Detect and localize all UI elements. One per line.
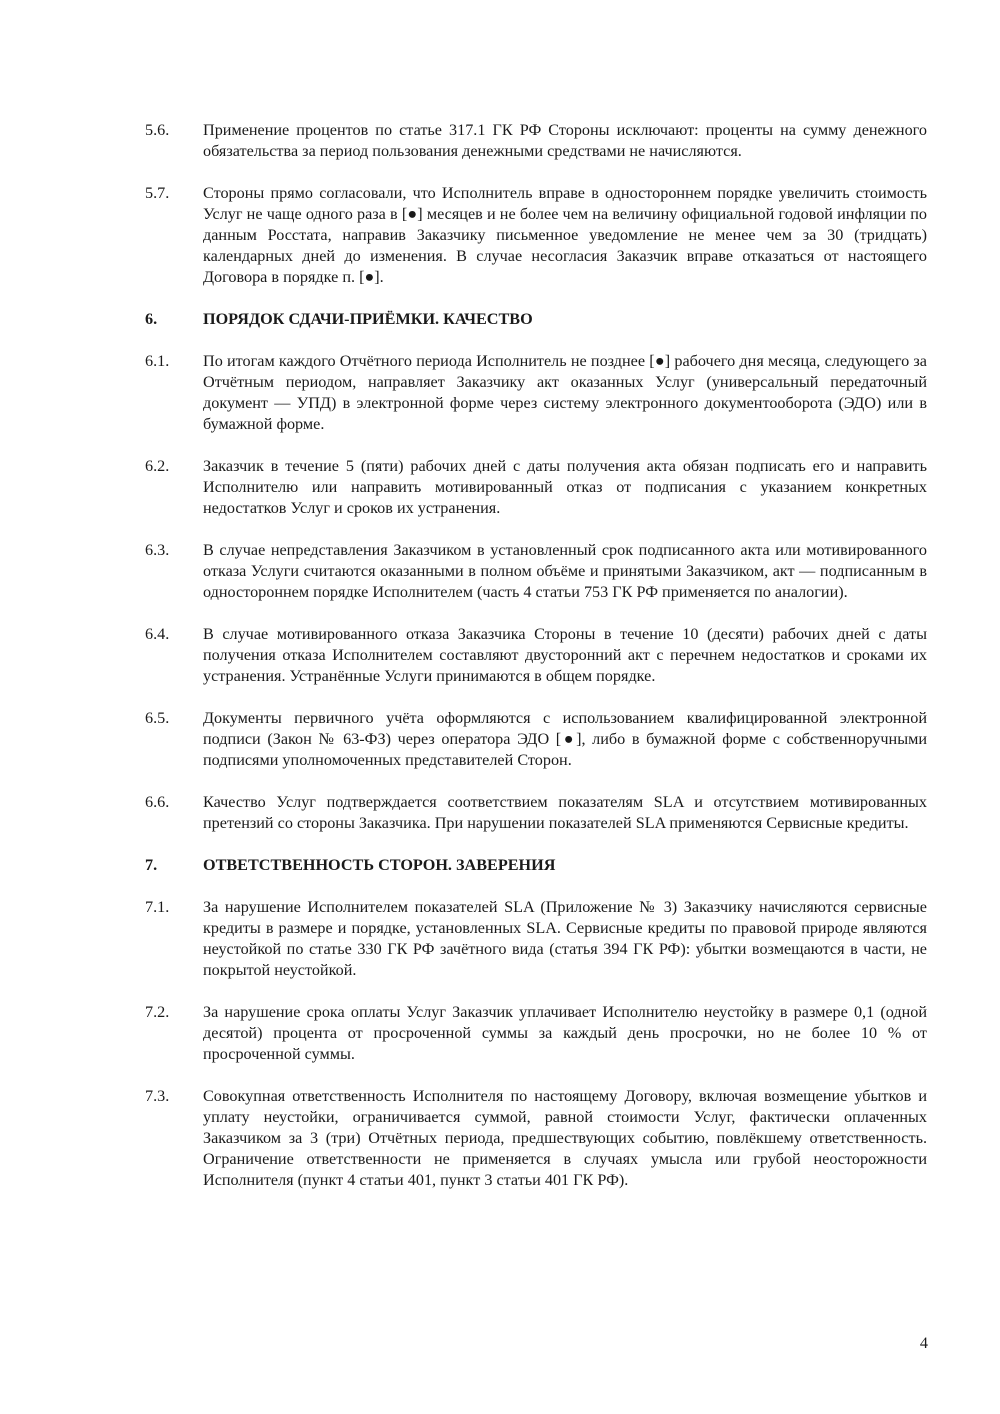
clause-text: Качество Услуг подтверждается соответствием показателям SLA и отсутствием мотивированных претензий со стороны Заказчика. При нарушении показателей SLA применяются Сервисные кредиты. bbox=[203, 793, 927, 832]
clause-number: 7.1. bbox=[145, 898, 170, 916]
clause-text: За нарушение срока оплаты Услуг Заказчик уплачивает Исполнителю неустойку в размере 0,1 (одной десятой) процента от просроченной суммы за каждый день просрочки, но не более 10 % от просроченной суммы. bbox=[203, 1003, 927, 1063]
section-title: ПОРЯДОК СДАЧИ-ПРИЁМКИ. КАЧЕСТВО bbox=[203, 310, 533, 328]
clause-6-2 bbox=[145, 456, 927, 519]
clause-text: В случае мотивированного отказа Заказчика Стороны в течение 10 (десяти) рабочих дней с даты получения отказа Исполнителем составляют двусторонний акт с перечнем недостатков и сроками их устранения. Устранённые Услуги принимаются в общем порядке. bbox=[203, 625, 927, 685]
clause-number: 7.2. bbox=[145, 1003, 170, 1021]
clause-text: За нарушение Исполнителем показателей SLA (Приложение № 3) Заказчику начисляются сервисные кредиты в размере и порядке, установленных SLA. Сервисные кредиты по правовой природе являются неустойкой по статье 330 ГК РФ зачётного вида (статья 394 ГК РФ): убытки возмещаются в части, не покрытой неустойкой. bbox=[203, 898, 927, 979]
clause-7-3 bbox=[145, 1086, 927, 1191]
clause-number: 6.2. bbox=[145, 457, 170, 475]
clause-number: 6.6. bbox=[145, 793, 170, 811]
section-number: 6. bbox=[145, 310, 158, 328]
clause-text: Заказчик в течение 5 (пяти) рабочих дней с даты получения акта обязан подписать его и направить Исполнителю или направить мотивированный отказ от подписания с указанием конкретных недостатков Услуг и сроков их устранения. bbox=[203, 457, 927, 517]
clause-text: Стороны прямо согласовали, что Исполнитель вправе в одностороннем порядке увеличить стоимость Услуг не чаще одного раза в [●] месяцев и не более чем на величину официальной годовой инфляции по данным Росстата, направив Заказчику письменное уведомление не менее чем за 30 (тридцать) календарных дней до изменения. В случае несогласия Заказчик вправе отказаться от настоящего Договора в порядке п. [●]. bbox=[203, 184, 927, 286]
clause-number: 6.5. bbox=[145, 709, 170, 727]
page-number: 4 bbox=[919, 1334, 928, 1352]
clause-6-5 bbox=[145, 708, 927, 771]
clause-number: 6.1. bbox=[145, 352, 170, 370]
clause-number: 6.4. bbox=[145, 625, 170, 643]
page-content bbox=[145, 120, 927, 1212]
clause-5-7 bbox=[145, 183, 927, 288]
section-heading-6 bbox=[145, 309, 927, 330]
clause-number: 5.7. bbox=[145, 184, 170, 202]
clause-text: По итогам каждого Отчётного периода Исполнитель не позднее [●] рабочего дня месяца, следующего за Отчётным периодом, направляет Заказчику акт оказанных Услуг (универсальный передаточный документ — УПД) в электронной форме через систему электронного документооборота (ЭДО) или в бумажной форме. bbox=[203, 352, 927, 433]
clause-7-1 bbox=[145, 897, 927, 981]
section-title: ОТВЕТСТВЕННОСТЬ СТОРОН. ЗАВЕРЕНИЯ bbox=[203, 856, 556, 874]
clause-6-6 bbox=[145, 792, 927, 834]
clause-number: 5.6. bbox=[145, 121, 170, 139]
clause-number: 6.3. bbox=[145, 541, 170, 559]
clause-text: Документы первичного учёта оформляются с использованием квалифицированной электронной подписи (Закон № 63-ФЗ) через оператора ЭДО [●], либо в бумажной форме с собственноручными подписями уполномоченных представителей Сторон. bbox=[203, 709, 927, 769]
clause-number: 7.3. bbox=[145, 1087, 170, 1105]
clause-6-1 bbox=[145, 351, 927, 435]
section-number: 7. bbox=[145, 856, 158, 874]
clause-5-6 bbox=[145, 120, 927, 162]
clause-text: В случае непредставления Заказчиком в установленный срок подписанного акта или мотивированного отказа Услуги считаются оказанными в полном объёме и принятыми Заказчиком, акт — подписанным в одностороннем порядке Исполнителем (часть 4 статьи 753 ГК РФ применяется по аналогии). bbox=[203, 541, 927, 601]
clause-7-2 bbox=[145, 1002, 927, 1065]
clause-text: Совокупная ответственность Исполнителя по настоящему Договору, включая возмещение убытков и уплату неустойки, ограничивается суммой, равной стоимости Услуг, фактически оплаченных Заказчиком за 3 (три) Отчётных периода, предшествующих событию, повлёкшему ответственность. Ограничение ответственности не применяется в случаях умысла или грубой неосторожности Исполнителя (пункт 4 статьи 401, пункт 3 статьи 401 ГК РФ). bbox=[203, 1087, 927, 1189]
clause-6-3 bbox=[145, 540, 927, 603]
clause-6-4 bbox=[145, 624, 927, 687]
clause-text: Применение процентов по статье 317.1 ГК РФ Стороны исключают: проценты на сумму денежного обязательства за период пользования денежными средствами не начисляются. bbox=[203, 121, 927, 160]
section-heading-7 bbox=[145, 855, 927, 876]
